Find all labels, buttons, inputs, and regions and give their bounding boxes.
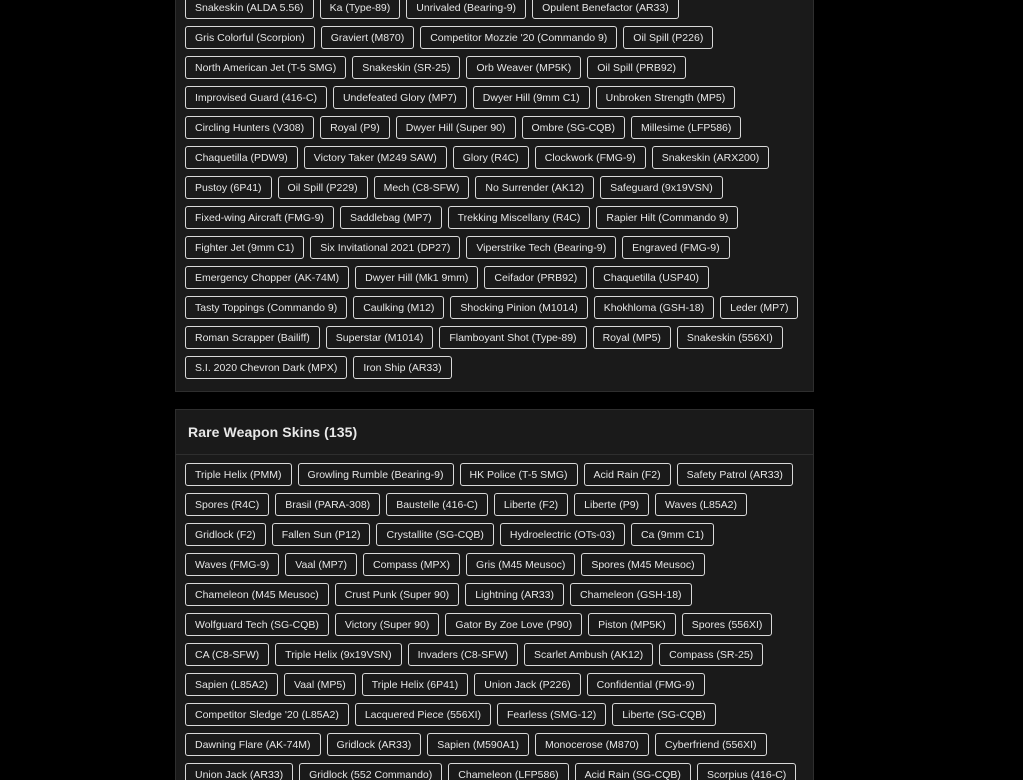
rare-weapon-skins-panel	[175, 409, 814, 780]
skin-chip[interactable]: Gridlock (F2)	[185, 523, 266, 546]
skin-chip[interactable]: Invaders (C8-SFW)	[408, 643, 518, 666]
skin-chip[interactable]: Trekking Miscellany (R4C)	[448, 206, 591, 229]
skin-chip[interactable]: Khokhloma (GSH-18)	[594, 296, 714, 319]
skin-chip[interactable]: Ceifador (PRB92)	[484, 266, 587, 289]
skin-chip[interactable]: Lacquered Piece (556XI)	[355, 703, 491, 726]
skin-chip[interactable]: Pustoy (6P41)	[185, 176, 272, 199]
skin-chip[interactable]: Union Jack (AR33)	[185, 763, 293, 780]
skin-chip[interactable]: Gridlock (552 Commando)	[299, 763, 442, 780]
skin-chip[interactable]: Ombre (SG-CQB)	[522, 116, 625, 139]
skin-chip[interactable]: HK Police (T-5 SMG)	[460, 463, 578, 486]
skin-chip[interactable]: Chameleon (GSH-18)	[570, 583, 692, 606]
skin-chip[interactable]: Chameleon (LFP586)	[448, 763, 568, 780]
skin-chip[interactable]: Waves (L85A2)	[655, 493, 747, 516]
skin-chip[interactable]: Dwyer Hill (9mm C1)	[473, 86, 590, 109]
skin-chip[interactable]: Hydroelectric (OTs-03)	[500, 523, 625, 546]
skin-chip[interactable]: Triple Helix (9x19VSN)	[275, 643, 401, 666]
skin-chip[interactable]: Improvised Guard (416-C)	[185, 86, 327, 109]
skin-chip[interactable]: Crystallite (SG-CQB)	[376, 523, 493, 546]
skin-chip[interactable]: Liberte (SG-CQB)	[612, 703, 715, 726]
skin-chip[interactable]: Fixed-wing Aircraft (FMG-9)	[185, 206, 334, 229]
skin-chip[interactable]: S.I. 2020 Chevron Dark (MPX)	[185, 356, 347, 379]
skin-chip[interactable]: Spores (R4C)	[185, 493, 269, 516]
skin-chip[interactable]: Lightning (AR33)	[465, 583, 564, 606]
skin-chip[interactable]: Acid Rain (SG-CQB)	[575, 763, 691, 780]
skin-chip[interactable]: Safety Patrol (AR33)	[677, 463, 793, 486]
skin-chip[interactable]: Ca (9mm C1)	[631, 523, 714, 546]
skin-chip[interactable]: Snakeskin (556XI)	[677, 326, 783, 349]
skin-chip[interactable]: Brasil (PARA-308)	[275, 493, 380, 516]
skin-chip[interactable]: Competitor Mozzie '20 (Commando 9)	[420, 26, 617, 49]
skin-chip[interactable]: Leder (MP7)	[720, 296, 798, 319]
skin-chip[interactable]: Superstar (M1014)	[326, 326, 434, 349]
skin-chip[interactable]: Waves (FMG-9)	[185, 553, 279, 576]
skin-chip[interactable]: Royal (MP5)	[593, 326, 671, 349]
skin-chip[interactable]: Dwyer Hill (Mk1 9mm)	[355, 266, 478, 289]
skin-chip[interactable]: Oil Spill (P226)	[623, 26, 713, 49]
skin-chip[interactable]: Safeguard (9x19VSN)	[600, 176, 723, 199]
skin-chip[interactable]: Gris Colorful (Scorpion)	[185, 26, 315, 49]
skin-chip[interactable]: Victory Taker (M249 SAW)	[304, 146, 447, 169]
skin-chip[interactable]: Iron Ship (AR33)	[353, 356, 451, 379]
skin-chip[interactable]: Mech (C8-SFW)	[374, 176, 470, 199]
skin-chip[interactable]: Glory (R4C)	[453, 146, 529, 169]
skin-chip[interactable]: Triple Helix (PMM)	[185, 463, 292, 486]
skin-chip[interactable]: Fearless (SMG-12)	[497, 703, 606, 726]
skin-chip[interactable]: Victory (Super 90)	[335, 613, 439, 636]
skin-chip[interactable]: Cyberfriend (556XI)	[655, 733, 767, 756]
skin-chip-list	[176, 455, 813, 780]
skin-chip[interactable]: Clockwork (FMG-9)	[535, 146, 646, 169]
skin-chip[interactable]: Liberte (P9)	[574, 493, 649, 516]
skin-chip[interactable]: No Surrender (AK12)	[475, 176, 594, 199]
skin-chip[interactable]: Tasty Toppings (Commando 9)	[185, 296, 347, 319]
skin-chip[interactable]: Wolfguard Tech (SG-CQB)	[185, 613, 329, 636]
skin-chip[interactable]: Fallen Sun (P12)	[272, 523, 371, 546]
skin-chip[interactable]: Vaal (MP7)	[285, 553, 357, 576]
skin-chip[interactable]: Chaquetilla (PDW9)	[185, 146, 298, 169]
skin-chip[interactable]: Rapier Hilt (Commando 9)	[596, 206, 738, 229]
weapon-skins-panel	[175, 0, 814, 392]
skin-chip[interactable]: Acid Rain (F2)	[584, 463, 671, 486]
skin-chip[interactable]: Chameleon (M45 Meusoc)	[185, 583, 329, 606]
skin-chip[interactable]: Opulent Benefactor (AR33)	[532, 0, 679, 19]
skin-chip[interactable]: Viperstrike Tech (Bearing-9)	[466, 236, 616, 259]
skin-chip[interactable]: Oil Spill (PRB92)	[587, 56, 686, 79]
skin-chip[interactable]: Dawning Flare (AK-74M)	[185, 733, 321, 756]
skin-chip[interactable]: Snakeskin (ALDA 5.56)	[185, 0, 314, 19]
skin-chip[interactable]: Ka (Type-89)	[320, 0, 401, 19]
skin-chip[interactable]: Unrivaled (Bearing-9)	[406, 0, 526, 19]
skin-chip[interactable]: Sapien (L85A2)	[185, 673, 278, 696]
skin-chip[interactable]: Spores (556XI)	[682, 613, 773, 636]
skin-chip[interactable]: Unbroken Strength (MP5)	[596, 86, 736, 109]
skin-chip[interactable]: Scorpius (416-C)	[697, 763, 796, 780]
skin-chip[interactable]: Piston (MP5K)	[588, 613, 676, 636]
skin-chip[interactable]: Competitor Sledge '20 (L85A2)	[185, 703, 349, 726]
skin-chip[interactable]: Oil Spill (P229)	[278, 176, 368, 199]
skin-chip[interactable]: Monocerose (M870)	[535, 733, 649, 756]
skin-chip[interactable]: Union Jack (P226)	[474, 673, 580, 696]
skin-chip[interactable]: Compass (SR-25)	[659, 643, 763, 666]
skin-chip[interactable]: Saddlebag (MP7)	[340, 206, 442, 229]
skin-chip[interactable]: Caulking (M12)	[353, 296, 444, 319]
skin-chip[interactable]: Royal (P9)	[320, 116, 390, 139]
skin-chip[interactable]: Graviert (M870)	[321, 26, 415, 49]
skin-chip[interactable]: Engraved (FMG-9)	[622, 236, 730, 259]
skin-chip[interactable]: Roman Scrapper (Bailiff)	[185, 326, 320, 349]
skin-chip[interactable]: Confidential (FMG-9)	[587, 673, 705, 696]
skin-chip[interactable]: Orb Weaver (MP5K)	[466, 56, 581, 79]
skin-chip[interactable]: Spores (M45 Meusoc)	[581, 553, 704, 576]
skin-chip[interactable]: North American Jet (T-5 SMG)	[185, 56, 346, 79]
skin-chip[interactable]: Emergency Chopper (AK-74M)	[185, 266, 349, 289]
skin-chip[interactable]: Shocking Pinion (M1014)	[450, 296, 587, 319]
skin-chip[interactable]: Millesime (LFP586)	[631, 116, 741, 139]
skin-chip[interactable]: Fighter Jet (9mm C1)	[185, 236, 304, 259]
skin-chip[interactable]: Gris (M45 Meusoc)	[466, 553, 575, 576]
skin-chip[interactable]: Gator By Zoe Love (P90)	[445, 613, 582, 636]
skin-chip[interactable]: Scarlet Ambush (AK12)	[524, 643, 653, 666]
skin-chip-list	[176, 0, 813, 379]
skin-chip[interactable]: Snakeskin (SR-25)	[352, 56, 460, 79]
skin-chip[interactable]: Growling Rumble (Bearing-9)	[298, 463, 454, 486]
skin-chip[interactable]: Circling Hunters (V308)	[185, 116, 314, 139]
skin-chip[interactable]: Dwyer Hill (Super 90)	[396, 116, 516, 139]
skin-chip[interactable]: Sapien (M590A1)	[427, 733, 529, 756]
skin-chip[interactable]: Baustelle (416-C)	[386, 493, 488, 516]
skin-chip[interactable]: Undefeated Glory (MP7)	[333, 86, 467, 109]
skin-chip[interactable]: Flamboyant Shot (Type-89)	[439, 326, 586, 349]
skin-chip[interactable]: Triple Helix (6P41)	[362, 673, 469, 696]
skin-chip[interactable]: Liberte (F2)	[494, 493, 568, 516]
skin-chip[interactable]: Vaal (MP5)	[284, 673, 356, 696]
skin-chip[interactable]: Chaquetilla (USP40)	[593, 266, 709, 289]
skin-chip[interactable]: CA (C8-SFW)	[185, 643, 269, 666]
skin-chip[interactable]: Compass (MPX)	[363, 553, 460, 576]
skin-chip[interactable]: Crust Punk (Super 90)	[335, 583, 459, 606]
skin-chip[interactable]: Six Invitational 2021 (DP27)	[310, 236, 460, 259]
skin-chip[interactable]: Gridlock (AR33)	[327, 733, 422, 756]
panel-title: Rare Weapon Skins (135)	[176, 410, 813, 455]
skin-chip[interactable]: Snakeskin (ARX200)	[652, 146, 769, 169]
